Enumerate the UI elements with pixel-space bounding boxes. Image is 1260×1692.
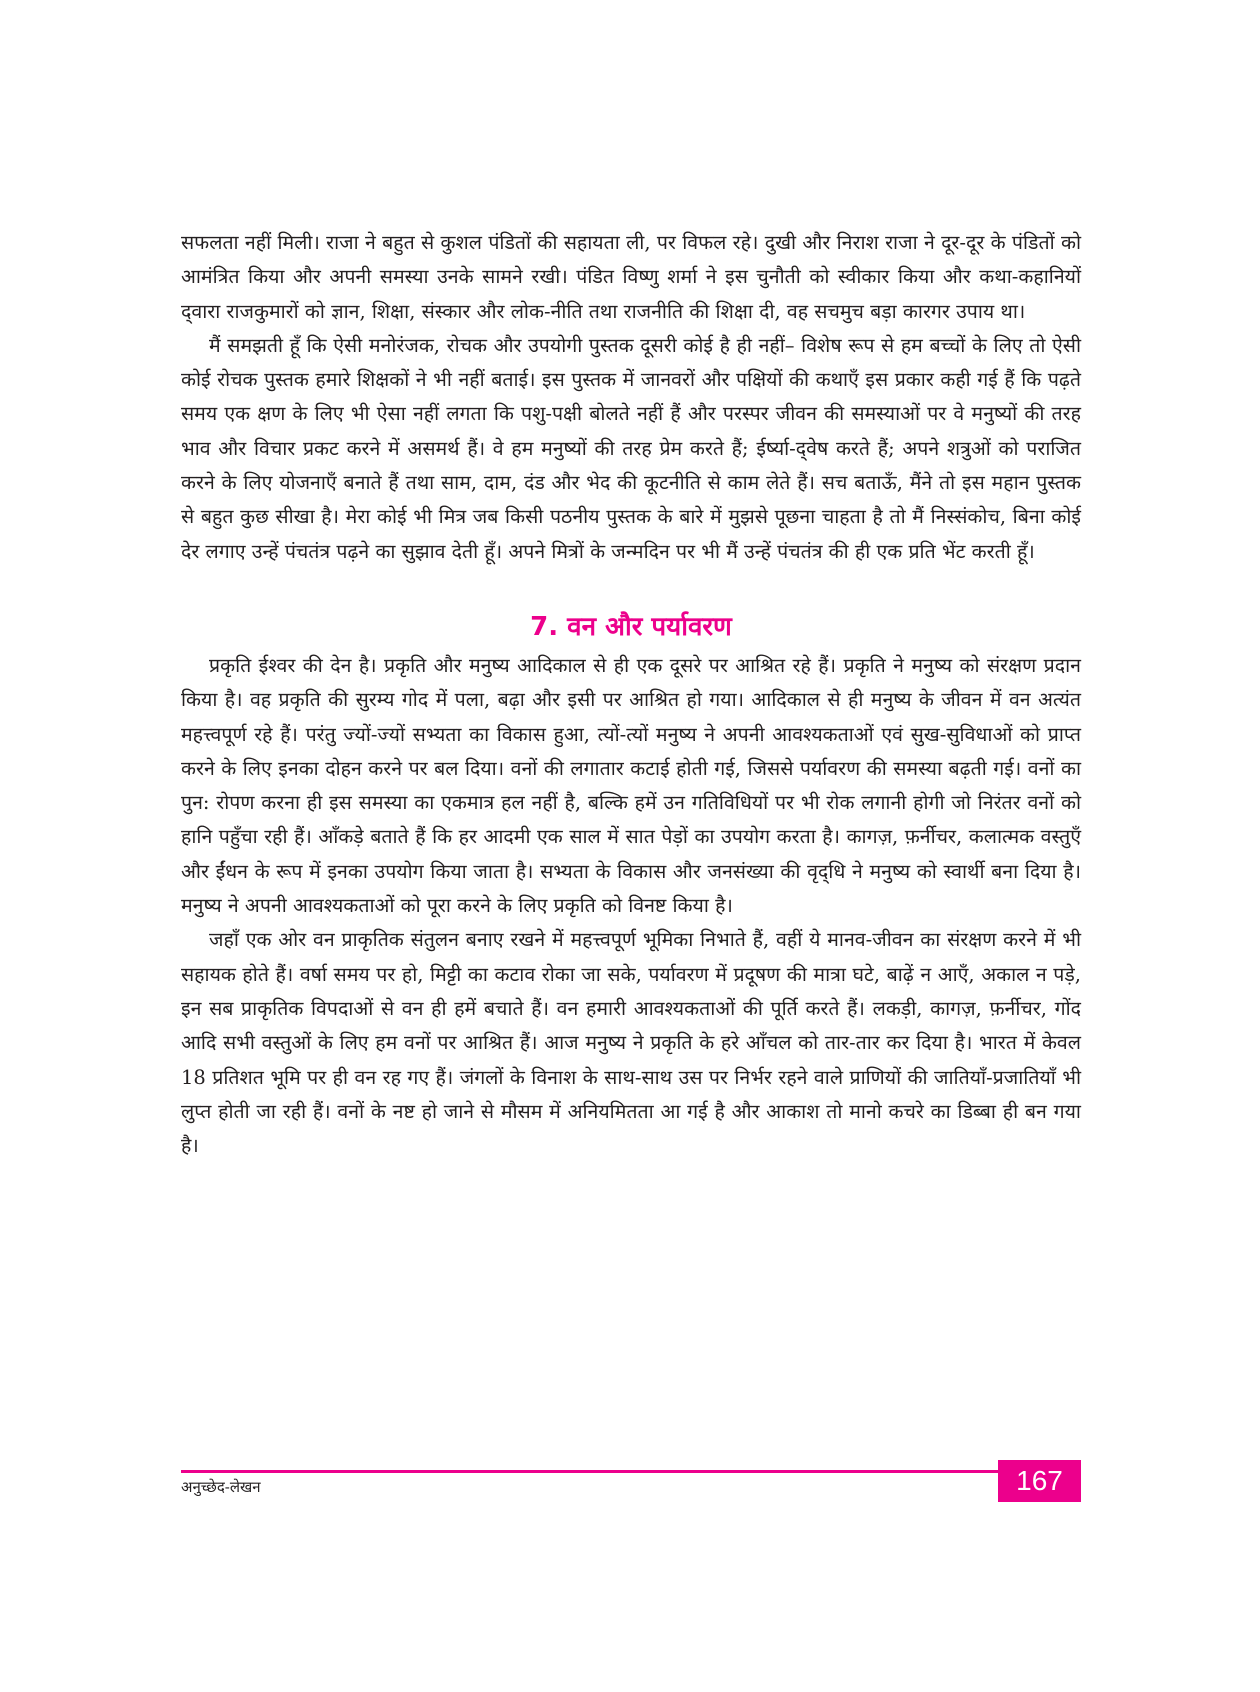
page-body xyxy=(181,226,1081,1163)
page-number-badge: 167 xyxy=(998,1460,1081,1502)
paragraph-3: प्रकृति ईश्वर की देन है। प्रकृति और मनुष्य आदिकाल से ही एक दूसरे पर आश्रित रहे हैं। प्रकृति ने मनुष्य को संरक्षण प्रदान किया है। वह प्रकृति की सुरम्य गोद में पला, बढ़ा और इसी पर आश्रित हो गया। आदिकाल से ही मनुष्य के जीवन में वन अत्यंत महत्त्वपूर्ण रहे हैं। परंतु ज्यों-ज्यों सभ्यता का विकास हुआ, त्यों-त्यों मनुष्य ने अपनी आवश्यकताओं एवं सुख-सुविधाओं को प्राप्त करने के लिए इनका दोहन करने पर बल दिया। वनों की लगातार कटाई होती गई, जिससे पर्यावरण की समस्या बढ़ती गई। वनों का पुन: रोपण करना ही इस समस्या का एकमात्र हल नहीं है, बल्कि हमें उन गतिविधियों पर भी रोक लगानी होगी जो निरंतर वनों को हानि पहुँचा रही हैं। आँकड़े बताते हैं कि हर आदमी एक साल में सात पेड़ों का उपयोग करता है। कागज़, फ़र्नीचर, कलात्मक वस्तुएँ और ईंधन के रूप में इनका उपयोग किया जाता है। सभ्यता के विकास और जनसंख्या की वृद्‌धि ने मनुष्य को स्वार्थी बना दिया है। मनुष्य ने अपनी आवश्यकताओं को पूरा करने के लिए प्रकृति को विनष्ट किया है। xyxy=(181,653,1081,918)
paragraph-2: मैं समझती हूँ कि ऐसी मनोरंजक, रोचक और उपयोगी पुस्तक दूसरी कोई है ही नहीं– विशेष रूप से हम बच्चों के लिए तो ऐसी कोई रोचक पुस्तक हमारे शिक्षकों ने भी नहीं बताई। इस पुस्तक में जानवरों और पक्षियों की कथाएँ इस प्रकार कही गई हैं कि पढ़ते समय एक क्षण के लिए भी ऐसा नहीं लगता कि पशु-पक्षी बोलते नहीं हैं और परस्पर जीवन की समस्याओं पर वे मनुष्यों की तरह भाव और विचार प्रकट करने में असमर्थ हैं। वे हम मनुष्यों की तरह प्रेम करते हैं; ईर्ष्या-द्‌वेष करते हैं; अपने शत्रुओं को पराजित करने के लिए योजनाएँ बनाते हैं तथा साम, दाम, दंड और भेद की कूटनीति से काम लेते हैं। सच बताऊँ, मैंने तो इस महान पुस्तक से बहुत कुछ सीखा है। मेरा कोई भी मित्र जब किसी पठनीय पुस्तक के बारे में मुझसे पूछना चाहता है तो मैं निस्संकोच, बिना कोई देर लगाए उन्हें पंचतंत्र पढ़ने का सुझाव देती हूँ। अपने मित्रों के जन्मदिन पर भी मैं उन्हें पंचतंत्र की ही एक प्रति भेंट करती हूँ। xyxy=(181,333,1081,563)
footer-divider xyxy=(181,1470,1081,1473)
paragraph-1: सफलता नहीं मिली। राजा ने बहुत से कुशल पंडितों की सहायता ली, पर विफल रहे। दुखी और निराश राजा ने दूर-दूर के पंडितों को आमंत्रित किया और अपनी समस्या उनके सामने रखी। पंडित विष्णु शर्मा ने इस चुनौती को स्वीकार किया और कथा-कहानियों द्‌वारा राजकुमारों को ज्ञान, शिक्षा, संस्कार और लोक-नीति तथा राजनीति की शिक्षा दी, वह सचमुच बड़ा कारगर उपाय था। xyxy=(181,231,1082,323)
footer-label: अनुच्छेद-लेखन xyxy=(181,1478,261,1496)
section-heading: 7. वन और पर्यावरण xyxy=(530,611,732,642)
paragraph-4: जहाँ एक ओर वन प्राकृतिक संतुलन बनाए रखने में महत्त्वपूर्ण भूमिका निभाते हैं, वहीं ये मानव-जीवन का संरक्षण करने में भी सहायक होते हैं। वर्षा समय पर हो, मिट्टी का कटाव रोका जा सके, पर्यावरण में प्रदूषण की मात्रा घटे, बाढ़ें न आएँ, अकाल न पड़े, इन सब प्राकृतिक विपदाओं से वन ही हमें बचाते हैं। वन हमारी आवश्यकताओं की पूर्ति करते हैं। लकड़ी, कागज़, फ़र्नीचर, गोंद आदि सभी वस्तुओं के लिए हम वनों पर आश्रित हैं। आज मनुष्य ने प्रकृति के हरे आँचल को तार-तार कर दिया है। भारत में केवल 18 प्रतिशत भूमि पर ही वन रह गए हैं। जंगलों के विनाश के साथ-साथ उस पर निर्भर रहने वाले प्राणियों की जातियाँ-प्रजातियाँ भी लुप्त होती जा रही हैं। वनों के नष्ट हो जाने से मौसम में अनियमितता आ गई है और आकाश तो मानो कचरे का डिब्बा ही बन गया है। xyxy=(181,928,1081,1158)
